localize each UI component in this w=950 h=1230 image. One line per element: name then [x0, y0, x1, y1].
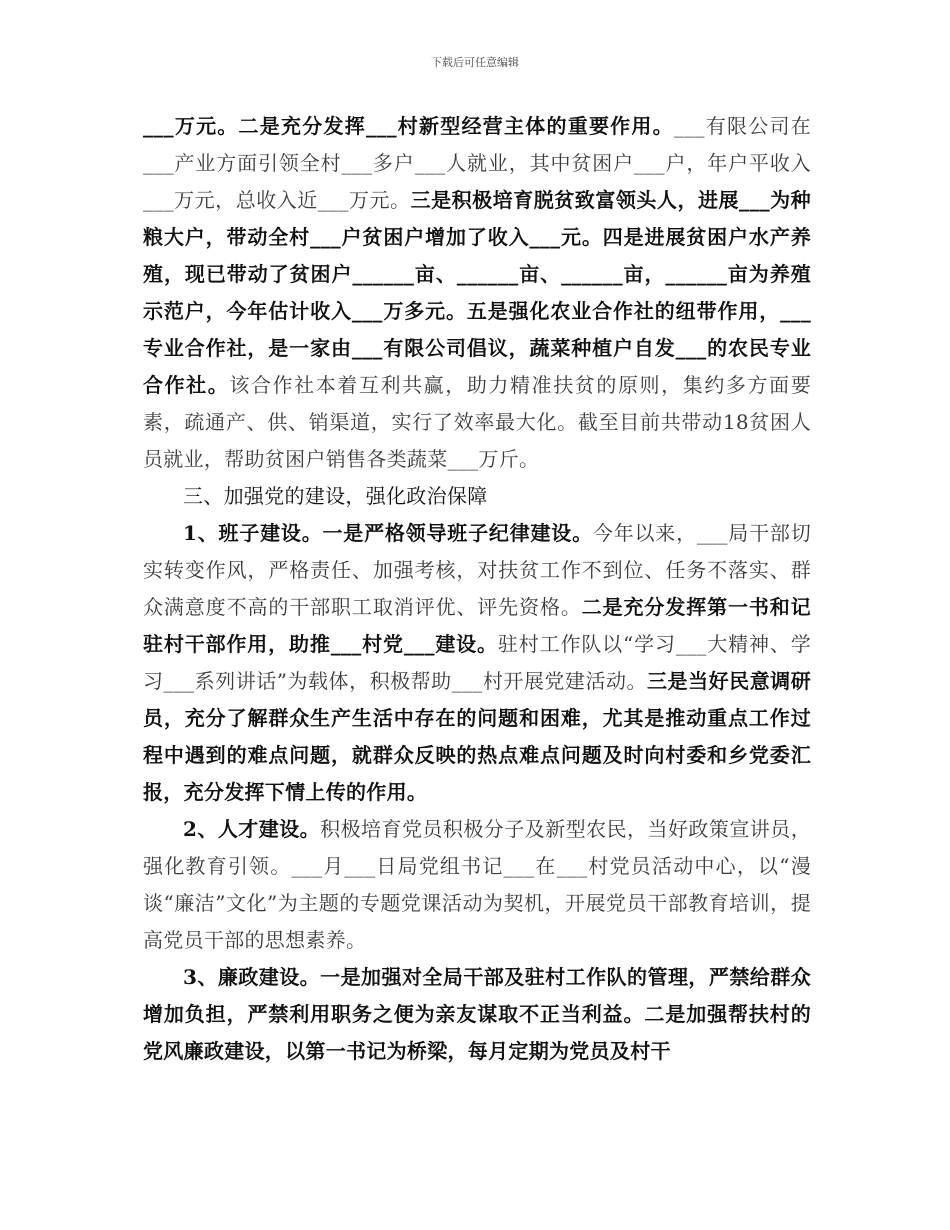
text-run: 积极培育党员积极分子及新型农民，当好政策宣讲员，强化教育引领。___月___日局党组书记___在___村党员活动中心，以“漫谈“廉洁”文化”为主题的专题党课活动为契机，开展党员干部教育培训，提高党员干部的思想素养。 [143, 817, 811, 952]
page-header: 下载后可任意编辑 [431, 56, 519, 69]
text-run: 二是充分发挥第一书和记驻村干部作用，助推___村党___建设。 [143, 595, 811, 656]
document-body [143, 108, 811, 1070]
paragraph-team-building [143, 515, 811, 811]
text-run: 3、廉政建设。一是加强对全局干部及驻村工作队的管理，严禁给群众增加负担，严禁利用职务之便为亲友谋取不正当利益。二是加强帮扶村的党风廉政建设，以第一书记为桥梁，每月定期为党员及村干 [143, 965, 811, 1063]
text-run: ___有限公司在___产业方面引领全村___多户___人就业，其中贫困户___户，年户平收入___万元，总收入近___万元。 [143, 114, 811, 212]
text-run: 今年以来，___局干部切实转变作风，严格责任、加强考核，对扶贫工作不到位、任务不落实、群众满意度不高的干部职工取消评优、评先资格。 [143, 521, 811, 619]
paragraph-talent-building [143, 811, 811, 959]
text-run: 驻村工作队以“学习___大精神、学习___系列讲话”为载体，积极帮助___村开展党建活动。 [143, 632, 812, 693]
text-run: 1、班子建设。一是严格领导班子纪律建设。 [183, 521, 593, 545]
text-run: ___万元。二是充分发挥___村新型经营主体的重要作用。 [143, 114, 674, 138]
paragraph-economy [143, 108, 811, 478]
text-run: 三是当好民意调研员，充分了解群众生产生活中存在的问题和困难，尤其是推动重点工作过程中遇到的难点问题，就群众反映的热点难点问题及时向村委和乡党委汇报，充分发挥下情上传的作用。 [143, 669, 812, 804]
paragraph-integrity-building [143, 959, 811, 1070]
text-run: 2、人才建设。 [183, 817, 321, 841]
section-heading: 三、加强党的建设，强化政治保障 [183, 484, 488, 508]
text-run: 三是积极培育脱贫致富领头人，进展___为种粮大户，带动全村___户贫困户增加了收入___元。四是进展贫困户水产养殖，现已带动了贫困户______亩、______亩、______亩，______亩为养殖示范户，今年估计收入___万多元。五是强化农业合作社的纽带作用，___专业合作社，是一家由___有限公司倡议，蔬菜种植户自发___的农民专业合作社。 [143, 188, 811, 397]
text-run: 该合作社本着互利共赢，助力精准扶贫的原则，集约多方面要素，疏通产、供、销渠道，实行了效率最大化。截至目前共带动18贫困人员就业，帮助贫困户销售各类蔬菜___万斤。 [143, 373, 811, 471]
